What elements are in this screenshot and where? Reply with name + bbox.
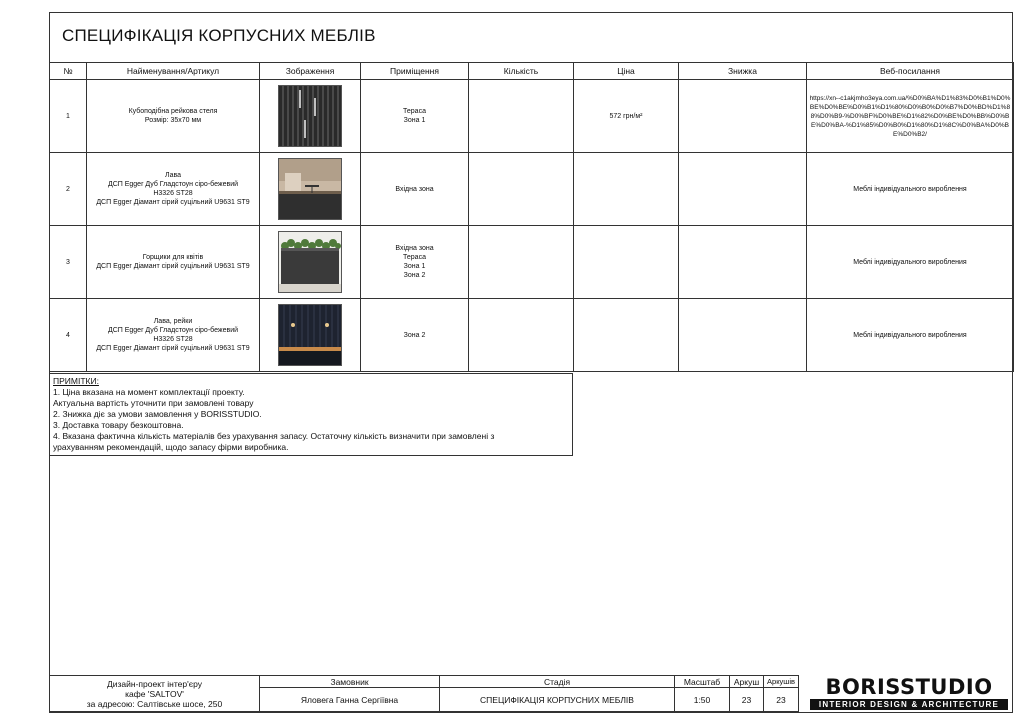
sheets-label: Аркушів [764, 676, 799, 688]
note-line: Актуальна вартість уточнити при замовлені товару [53, 398, 254, 408]
note-line: 2. Знижка діє за умови замовлення у BORISSTUDIO. [53, 409, 262, 419]
name-line: ДСП Egger Діамант сірий суцільний U9631 ST9 [96, 199, 250, 206]
row-qty [469, 80, 574, 153]
stage-value: СПЕЦИФІКАЦІЯ КОРПУСНИХ МЕБЛІВ [440, 688, 675, 712]
logo-tagline: INTERIOR DESIGN & ARCHITECTURE [810, 699, 1008, 710]
customer-label: Замовник [260, 676, 440, 688]
notes-block [49, 373, 573, 456]
stage-label: Стадія [440, 676, 675, 688]
header-price: Ціна [574, 63, 679, 80]
name-line: ДСП Egger Дуб Гладстоун сіро-бежевий [107, 181, 239, 188]
row-discount [679, 80, 807, 153]
name-line: Лава [164, 172, 182, 179]
name-line: Горщики для квітів [142, 254, 204, 261]
header-room: Приміщення [361, 63, 469, 80]
note-line: 3. Доставка товару безкоштовна. [53, 420, 184, 430]
sheets-value: 23 [764, 688, 799, 712]
row-discount [679, 153, 807, 226]
name-line: H3326 ST28 [153, 190, 193, 197]
row-name [87, 80, 260, 153]
row-web-link: Меблі індивідуального вироблення [807, 153, 1014, 226]
note-line: 1. Ціна вказана на момент комплектації проекту. [53, 387, 245, 397]
project-line: Дизайн-проект інтер'єру [107, 678, 202, 689]
name-line: H3326 ST28 [153, 336, 193, 343]
table-row [50, 153, 1014, 226]
row-price: 572 грн/м² [574, 80, 679, 153]
row-price [574, 299, 679, 372]
scale-value: 1:50 [675, 688, 730, 712]
row-image-cell [260, 299, 361, 372]
row-price [574, 226, 679, 299]
note-line: 4. Вказана фактична кількість матеріалів без урахування запасу. Остаточну кількість визначити при замовлені з [53, 431, 495, 441]
scale-label: Масштаб [675, 676, 730, 688]
row-web-link[interactable]: https://xn--c1akjmho3eya.com.ua/%D0%BA%D1%83%D0%B1%D0%BE%D0%BE%D0%B1%D1%80%D0%B0%D0%B7%D0%BD%D1%88%D0%B9-%D0%BF%D0%BE%D1%82%D0%BE%D0%BB%D0%BE%D0%BA-%D1%85%D0%B0%D1%80%D1%8C%D0%BA%D0%BE%D0%B2/ [807, 80, 1014, 153]
room-line: Тераса [403, 108, 426, 115]
notes-heading: ПРИМІТКИ: [53, 376, 99, 386]
row-web-link: Меблі індивідуального виробления [807, 226, 1014, 299]
row-web-link: Меблі індивідуального виробления [807, 299, 1014, 372]
table-row [50, 226, 1014, 299]
name-line: ДСП Egger Діамант сірий суцільний U9631 ST9 [96, 263, 250, 270]
room-line: Тераса [403, 254, 426, 261]
header-image: Зображення [260, 63, 361, 80]
sheet-label: Аркуш [730, 676, 764, 688]
ceiling-slats-image [278, 85, 342, 147]
name-line: Лава, рейки [153, 318, 193, 325]
row-num: 3 [50, 226, 87, 299]
row-num: 2 [50, 153, 87, 226]
name-line: ДСП Egger Дуб Гладстоун сіро-бежевий [107, 327, 239, 334]
row-discount [679, 226, 807, 299]
project-line: кафе 'SALTOV' [125, 688, 184, 699]
name-line: Кубоподібна рейкова стеля [128, 108, 218, 115]
bench-slats-image [278, 304, 342, 366]
row-name [87, 153, 260, 226]
room-line: Зона 1 [403, 117, 426, 124]
project-line: за адресою: Салтівське шосе, 250 [86, 698, 223, 709]
name-line: ДСП Egger Діамант сірий суцільний U9631 ST9 [96, 345, 250, 352]
name-line: Розмір: 35х70 мм [144, 117, 202, 124]
specification-table [49, 62, 1014, 372]
header-name: Найменування/Артикул [87, 63, 260, 80]
planter-image [278, 231, 342, 293]
row-image-cell [260, 226, 361, 299]
row-room [361, 153, 469, 226]
row-image-cell [260, 80, 361, 153]
note-line: урахуванням рекомендацій, щодо запасу фірми виробника. [53, 442, 289, 452]
header-link: Веб-посилання [807, 63, 1014, 80]
row-qty [469, 226, 574, 299]
studio-logo [806, 676, 1012, 712]
page-title: СПЕЦИФІКАЦІЯ КОРПУСНИХ МЕБЛІВ [62, 26, 376, 45]
sheet-value: 23 [730, 688, 764, 712]
row-discount [679, 299, 807, 372]
row-num: 1 [50, 80, 87, 153]
table-row [50, 80, 1014, 153]
row-qty [469, 153, 574, 226]
customer-name: Яловега Ганна Сергіївна [260, 688, 440, 712]
row-room [361, 226, 469, 299]
room-line: Зона 2 [403, 272, 426, 279]
row-qty [469, 299, 574, 372]
header-num: № [50, 63, 87, 80]
row-name [87, 299, 260, 372]
header-discount: Знижка [679, 63, 807, 80]
room-line: Зона 1 [403, 263, 426, 270]
logo-wordmark: BORISSTUDIO [825, 675, 993, 699]
row-image-cell [260, 153, 361, 226]
bench-image [278, 158, 342, 220]
header-qty: Кількість [469, 63, 574, 80]
row-price [574, 153, 679, 226]
stamp-project [50, 676, 260, 712]
room-line: Зона 2 [403, 331, 426, 339]
room-line: Вхідна зона [395, 245, 434, 252]
row-name [87, 226, 260, 299]
row-room [361, 299, 469, 372]
title-block-stamp [49, 675, 799, 712]
row-num: 4 [50, 299, 87, 372]
room-line: Вхідна зона [395, 185, 434, 193]
table-header-row [50, 63, 1014, 80]
table-row [50, 299, 1014, 372]
row-room [361, 80, 469, 153]
